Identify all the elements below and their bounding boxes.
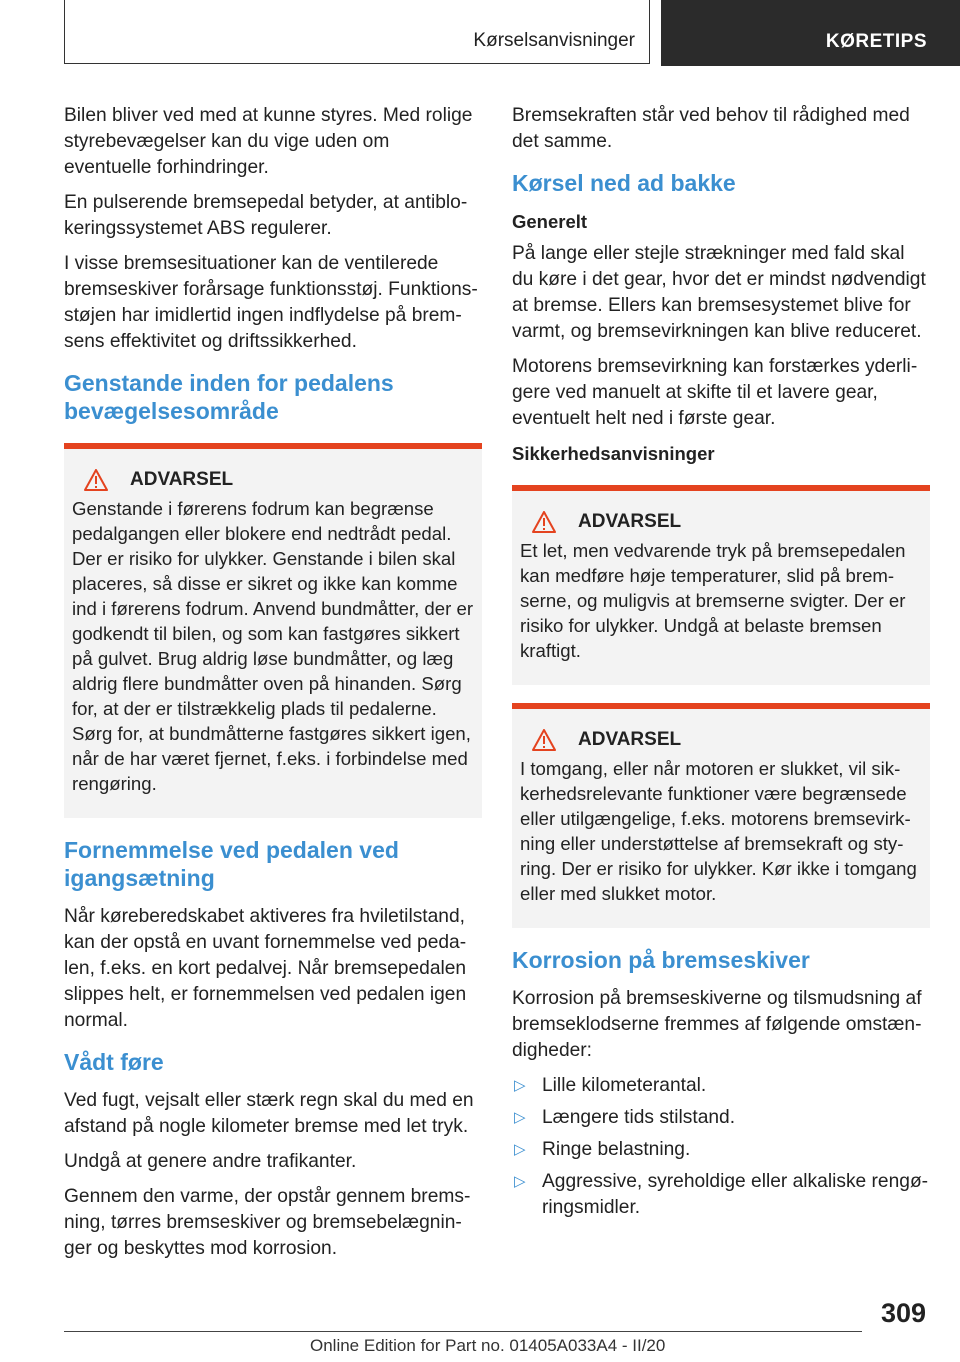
paragraph: Korrosion på bremseskiverne og tilsmudsning af bremseklodserne fremmes af følgende omstændigheder: [512, 988, 922, 1061]
paragraph: I visse bremsesituationer kan de ventilerede bremseskiver forårsage funktionsstøj. Funktionsstøjen har imidlertid ingen indflydelse på bremsens effektivitet og driftssikkerhed. [64, 253, 478, 352]
warning-title: ADVARSEL [578, 729, 682, 750]
warning-text: Genstande i førerens fodrum kan begrænse pedalgangen eller blokere end nedtrådt pedal. Der er risiko for ulykker. Genstande i bilen skal placeres, så disse er sikret og ikke kan komme ind i førerens fodrum. Anvend bundmåtter, der er godkendt til bilen, og som kan fastgøres sikkert på gulvet. Brug aldrig løse bundmåtter, og læg aldrig flere bundmåtter oven på hinanden. Sørg for, at der er tilstrækkelig plads til pedalerne. Sørg for, at bundmåtterne fastgøres sikkert igen, når de har været fjernet, f.eks. i forbindelse med rengøring. [72, 498, 474, 794]
list-item: ▷ Aggressive, syreholdige eller alkaliske rengøringsmidler. [514, 1171, 929, 1218]
heading-corrosion: Korrosion på bremseskiver [512, 947, 810, 973]
paragraph: Når køreberedskabet aktiveres fra hviletilstand, kan der opstå en uvant fornemmelse ved pedalen, f.eks. en kort pedalvej. Når bremsepedalen slippes helt, er fornemmelsen ved pedalen igen normal. [64, 906, 467, 1031]
warning-title: ADVARSEL [130, 469, 234, 490]
paragraph: På lange eller stejle strækninger med fald skal du køre i det gear, hvor det er mindst nødvendigt at bremse. Ellers kan bremsesystemet blive for varmt, og bremsevirkningen kan blive reduceret. [512, 243, 926, 342]
paragraph: Undgå at genere andre trafikanter. [64, 1151, 357, 1172]
right-column [512, 103, 930, 1227]
left-column [64, 103, 482, 1271]
chapter-tab [661, 0, 960, 66]
warning-text: Et let, men vedvarende tryk på bremsepedalen kan medføre høje temperaturer, slid på bremserne, og muligvis at bremserne svigter. Der er risiko for ulykker. Undgå at belaste bremsen kraftigt. [520, 540, 906, 661]
list-item: ▷ Ringe belastning. [512, 1137, 930, 1163]
warning-header [520, 511, 922, 533]
subheading-general: Generelt [512, 211, 588, 232]
footer-divider [64, 1331, 862, 1332]
paragraph: En pulserende bremsepedal betyder, at antiblokeringssystemet ABS regulerer. [64, 192, 468, 239]
warning-triangle-icon [532, 729, 556, 751]
warning-header [72, 469, 474, 491]
warning-triangle-icon [84, 469, 108, 491]
heading-wet-roads: Vådt føre [64, 1049, 164, 1075]
page-number: 309 [880, 1298, 926, 1328]
paragraph: Motorens bremsevirkning kan forstærkes yderligere ved manuelt at skifte til et lavere gear, eventuelt helt ned i første gear. [512, 356, 918, 429]
subheading-safety: Sikkerhedsanvisninger [512, 443, 715, 464]
paragraph: Bremsekraften står ved behov til rådighed med det samme. [512, 105, 910, 152]
warning-box [64, 443, 482, 818]
list-item: ▷ Lille kilometerantal. [512, 1073, 930, 1099]
list-item: ▷ Længere tids stilstand. [512, 1105, 930, 1131]
paragraph: Ved fugt, vejsalt eller stærk regn skal du med en afstand på nogle kilometer bremse med let tryk. [64, 1090, 474, 1137]
triangle-bullet-icon: ▷ [514, 1141, 526, 1158]
warning-header [520, 729, 922, 751]
paragraph: Bilen bliver ved med at kunne styres. Med rolige styrebevægelser kan du vige uden om eventuelle forhindringer. [64, 105, 473, 178]
warning-box [512, 703, 930, 928]
chapter-title: KØRETIPS [825, 31, 927, 52]
section-title: Kørselsanvisninger [473, 30, 635, 51]
warning-title: ADVARSEL [578, 511, 682, 532]
triangle-bullet-icon: ▷ [514, 1173, 526, 1190]
header-box [64, 0, 650, 64]
corrosion-list [512, 1073, 930, 1221]
triangle-bullet-icon: ▷ [514, 1109, 526, 1126]
warning-text: I tomgang, eller når motoren er slukket, vil sikkerhedsrelevante funktioner være begrænsede eller utilgængelige, f.eks. motorens bremsevirkning eller understøttelse af bremsekraft og styring. Der er risiko for ulykker. Kør ikke i tomgang eller med slukket motor. [520, 758, 917, 904]
heading-downhill: Kørsel ned ad bakke [512, 170, 736, 196]
warning-triangle-icon [532, 511, 556, 533]
footer-edition: Online Edition for Part no. 01405A033A4 - II/20 [310, 1336, 666, 1355]
triangle-bullet-icon: ▷ [514, 1077, 526, 1094]
heading-objects: Genstande inden for pedalens bevægelsesområde [64, 370, 394, 424]
heading-pedal-feel: Fornemmelse ved pedalen ved igangsætning [64, 837, 399, 891]
warning-box [512, 485, 930, 685]
paragraph: Gennem den varme, der opstår gennem bremsning, tørres bremseskiver og bremsebelægninger og beskyttes mod korrosion. [64, 1186, 471, 1259]
